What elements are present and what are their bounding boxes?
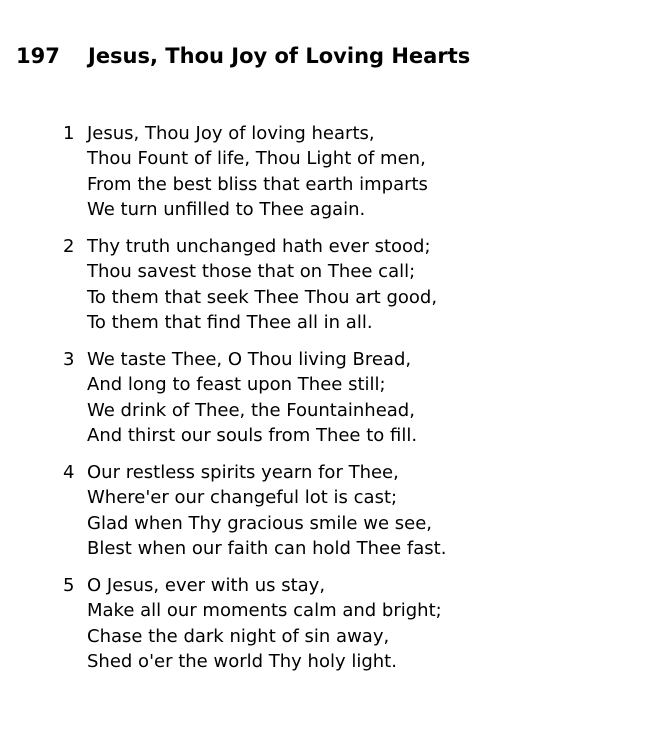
verse-number: 3 — [63, 348, 75, 370]
verse-line: Where'er our changeful lot is cast; — [87, 487, 398, 509]
verse-line: Thou Fount of life, Thou Light of men, — [87, 148, 426, 170]
verse-line: Chase the dark night of sin away, — [87, 625, 390, 647]
verse-lines — [87, 460, 446, 561]
verse-lines — [87, 573, 442, 674]
verse-lines — [87, 347, 417, 448]
verse-number: 5 — [63, 574, 75, 596]
verse-number: 1 — [63, 123, 75, 144]
verse-line: O Jesus, ever with us stay, — [87, 574, 326, 596]
verse-line: We taste Thee, O Thou living Bread, — [87, 348, 412, 370]
verse — [63, 347, 446, 448]
verse-line: And thirst our souls from Thee to fill. — [87, 424, 418, 446]
verse-line: And long to feast upon Thee still; — [87, 374, 386, 396]
verse-number: 2 — [63, 235, 75, 257]
verse-line: We drink of Thee, the Fountainhead, — [87, 399, 415, 421]
verse — [63, 121, 446, 222]
hymn-number: 197 — [16, 44, 60, 68]
verse-line: Our restless spirits yearn for Thee, — [87, 461, 399, 483]
verse — [63, 234, 446, 335]
verse-line: We turn unfilled to Thee again. — [87, 198, 366, 220]
verse-line: Shed o'er the world Thy holy light. — [87, 650, 397, 672]
verse-line: To them that seek Thee Thou art good, — [87, 286, 438, 308]
verse-lines — [87, 121, 428, 222]
hymn-header — [16, 40, 470, 72]
verse — [63, 460, 446, 561]
verses-list — [63, 121, 446, 686]
hymn-title: Jesus, Thou Joy of Loving Hearts — [88, 44, 471, 68]
verse-line: Blest when our faith can hold Thee fast. — [87, 537, 447, 559]
verse-line: Glad when Thy gracious smile we see, — [87, 512, 432, 534]
verse-line: Jesus, Thou Joy of loving hearts, — [87, 123, 375, 144]
verse-line: From the best bliss that earth imparts — [87, 173, 428, 195]
verse-lines — [87, 234, 437, 335]
verse-number: 4 — [63, 461, 75, 483]
verse-line: Thou savest those that on Thee call; — [87, 261, 416, 283]
verse — [63, 573, 446, 674]
verse-line: Make all our moments calm and bright; — [87, 600, 442, 622]
verse-line: To them that find Thee all in all. — [87, 311, 373, 333]
verse-line: Thy truth unchanged hath ever stood; — [87, 235, 431, 257]
